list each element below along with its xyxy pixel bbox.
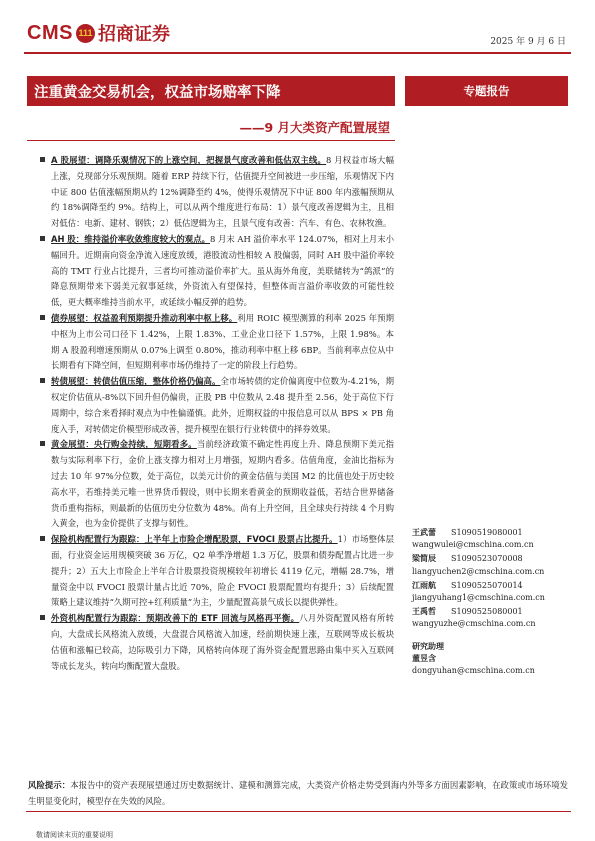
logo-latin: CMS [27,21,73,44]
analyst-code: S1090525080001 [451,607,523,617]
summary-lead: 保险机构配置行为跟踪：上半年上市险企增配股票，FVOCI 股票占比提升。 [51,534,338,545]
summary-text: 8 月权益市场大幅上涨，兑现部分乐观预期。随着 ERP 持续下行，估值提升空间被进一步压缩，乐观情况下内中证 800 估值涨幅预期从约 12%调降至约 4%，使得乐观情况下中证 800 年内涨幅预期从约 18%调降至约 9%。结构上，可以从两个维度进行布局：1）景气度改善逻辑为主，且相对低估：电新、建材、钢铁；2）低估逻辑为主，且景气度有改善：汽车、有色、农林牧渔。 [51,155,394,229]
logo-badge-icon: 111 [76,24,95,43]
title-banner [27,76,395,106]
subtitle-divider [27,140,395,141]
analyst-name: 江雨航 [412,580,436,590]
risk-text: 本报告中的资产表现展望通过历史数据统计、建模和测算完成，大类资产价格走势受到海内外等多方面因素影响，在政策或市场环境发生明显变化时，模型存在失效的风险。 [28,780,569,806]
analyst-email[interactable]: jiangyuhang1@cmschina.com.cn [412,593,545,603]
summary-text: 八月外资配置风格有所转向，大盘成长风格流入放缓，大盘混合风格流入加速，经前期快速上涨，互联网等成长板块估值和涨幅已较高，边际吸引力下降，风格转向体现了海外资金配置思路由集中买入互联网等成长龙头，转向均衡配置大盘股。 [51,613,395,671]
summary-item [40,374,394,437]
assistant-label: 研究助理 [412,641,444,651]
summary-lead: 外资机构配置行为跟踪：预期改善下的 ETF 回流与风格再平衡。 [51,613,300,624]
summary-lead: AH 股：维持溢价率收敛维度较大的观点。 [51,233,210,244]
report-title: 注重黄金交易机会，权益市场赔率下降 [34,85,281,101]
summary-item [40,311,394,374]
summary-lead: A 股展望：调降乐观情况下的上涨空间，把握景气度改善和低估双主线。 [51,155,327,165]
analyst-email[interactable]: liangyuchen2@cmschina.com.cn [412,566,545,576]
analyst-email[interactable]: wangwulei@cmschina.com.cn [412,540,534,550]
summary-lead: 黄金展望：央行购金持续，短期看多。 [51,439,197,450]
analyst-entry [412,527,572,551]
footer-divider [26,811,571,812]
analyst-code: S1090525070014 [451,580,523,590]
report-date: 2025 年 9 月 6 日 [490,37,566,47]
analyst-entry [412,606,572,630]
summary-text: 全市场转债的定价偏离度中位数为-4.21%，期权定价估值从-8%以下回升但仍偏贵，正股 PB 中位数从 2.48 提升至 2.56，处于高位下行周期中，综合来看择时观点为中性偏谨慎。此外，近期权益的中报信息可以从 BPS × PB 角度入手，对转债定价模型形成改善，提升模型在银行行业转债中的择券效果。 [51,376,395,434]
assistant-email[interactable]: dongyuhan@cmschina.com.cn [412,666,535,676]
assistant-name: 董昱含 [412,653,436,663]
risk-lead: 风险提示： [28,780,71,790]
summary-lead: 债券展望：权益盈利预期提升推动利率中枢上移。 [51,312,238,323]
side-banner [405,76,568,106]
header-divider [24,52,571,54]
summary-text: 利用 ROIC 模型测算的利率 2025 年预期中枢为上市公司口径下 1.42%，上限 1.83%、工业企业口径下 1.57%，上限 1.98%。本期 A 股盈利增速预期从 0.07%上调至 0.80%，推动利率中枢上移 6BP。当前利率点位从中长期看有下降空间，但短期利率市场仍维持了一定的阶段上行趋势。 [51,312,394,371]
summary-lead: 转债展望：转债估值压缩，整体价格仍偏高。 [51,376,221,387]
summary-item [40,437,394,532]
analyst-code: S1090519080001 [451,528,523,537]
summary-item [40,232,394,311]
summary-item [40,532,394,611]
analyst-name: 王武蕾 [412,528,436,537]
analyst-code: S1090523070008 [451,554,523,564]
analyst-name: 梁简辰 [412,554,436,564]
analyst-entry [412,580,572,604]
analyst-panel [412,527,572,677]
summary-text: 8 月末 AH 溢价率水平 124.07%，相对上月末小幅回升。近期南向资金净流入速度放缓，港股流动性相较 A 股偏弱，同时 AH 股中溢价率较高的 TMT 行业占比提升，三者均可推动溢价率扩大。虽从海外角度，美联储转为“鸽派”的降息预期带来下弱美元叙事延续，外资流入有望保持，但整体而言溢价率收敛的可能性较低，更大概率维持当前水平，或延续小幅反弹的趋势。 [51,233,394,308]
analyst-entry [412,553,572,577]
summary-text: 1）市场整体层面，行业资金运用规模突破 36 万亿，Q2 单季净增超 1.3 万亿，股票和债券配置占比进一步提升；2）五大上市险企上半年合计股票投资规模较年初增长 4119 亿元，增幅 28.7%，增量资金中以 FVOCI 股票计量占比近 70%，险企 FVOCI 股票配置均有提升；3）后续配置策略上建议维持“久期可控+红利质量”为主，少量配置高景气成长以提供弹性。 [51,534,394,608]
disclaimer: 敬请阅读末页的重要说明 [36,831,113,839]
report-subtitle: ——9 月大类资产配置展望 [239,120,390,135]
summary-text: 当前经济政策不确定性再度上升、降息预期下美元指数与实际利率下行，金价上涨支撑力相对上月增强，短期内看多。估值角度，金油比指标为过去 10 年 97%分位数，处于高位，以美元计价的黄金估值与美国 M2 的比值也处于历史较高水平，若维持美元唯一世界货币假设，则中长期来看黄金的预期收益低，若结合世界储备货币重构指标，则最新的估值历史分位数为 48%。尚有上升空间，且全球央行持续 4 个月购入黄金，也为金价提供了支撑与韧性。 [51,439,395,529]
summary-item [40,153,394,232]
report-type: 专题报告 [463,84,510,98]
summary-body [40,153,394,674]
analyst-email[interactable]: wangyuzhe@cmschina.com.cn [412,619,536,629]
logo-chinese: 招商证券 [97,24,170,45]
cms-logo [27,20,170,46]
summary-item [40,611,394,674]
analyst-name: 王禹哲 [412,607,436,617]
risk-warning [28,778,568,810]
